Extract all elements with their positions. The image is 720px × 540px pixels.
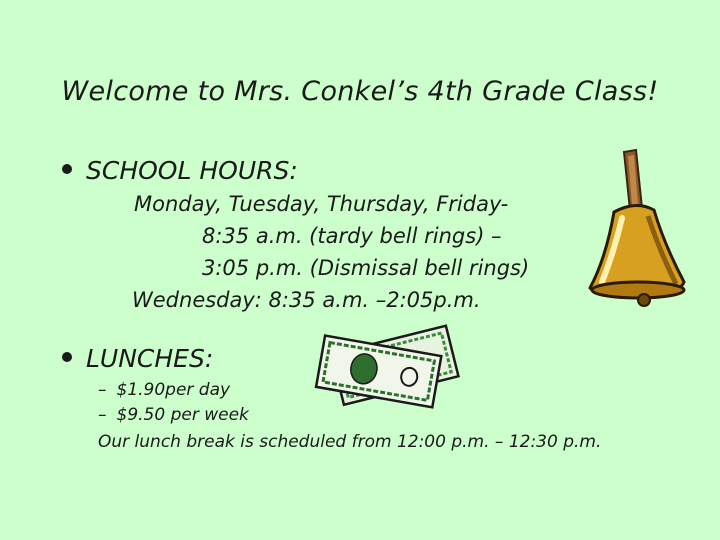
dash: – [98, 405, 107, 425]
hours-line-weekdays: Monday, Tuesday, Thursday, Friday- [134, 192, 509, 216]
slide-title: Welcome to Mrs. Conkel’s 4th Grade Class! [61, 76, 659, 107]
hours-line-end: 3:05 p.m. (Dismissal bell rings) [202, 256, 530, 280]
lunches-bullet [62, 344, 213, 373]
bullet-dot [62, 352, 72, 362]
lunch-break-note: Our lunch break is scheduled from 12:00 p.m. – 12:30 p.m. [98, 432, 602, 452]
money-icon [312, 320, 470, 412]
lunch-price-weekly: $9.50 per week [116, 405, 249, 425]
hours-line-wednesday: Wednesday: 8:35 a.m. –2:05p.m. [132, 288, 481, 312]
dash: – [98, 380, 107, 400]
school-hours-heading: SCHOOL HOURS: [86, 156, 298, 185]
lunches-heading: LUNCHES: [86, 344, 214, 373]
lunch-price-daily: $1.90per day [116, 380, 231, 400]
lunch-price-item [98, 405, 249, 425]
bullet-dot [62, 164, 72, 174]
bell-icon [584, 148, 690, 310]
school-hours-bullet [62, 156, 298, 185]
lunch-price-item [98, 380, 230, 400]
hours-line-start: 8:35 a.m. (tardy bell rings) – [202, 224, 502, 248]
